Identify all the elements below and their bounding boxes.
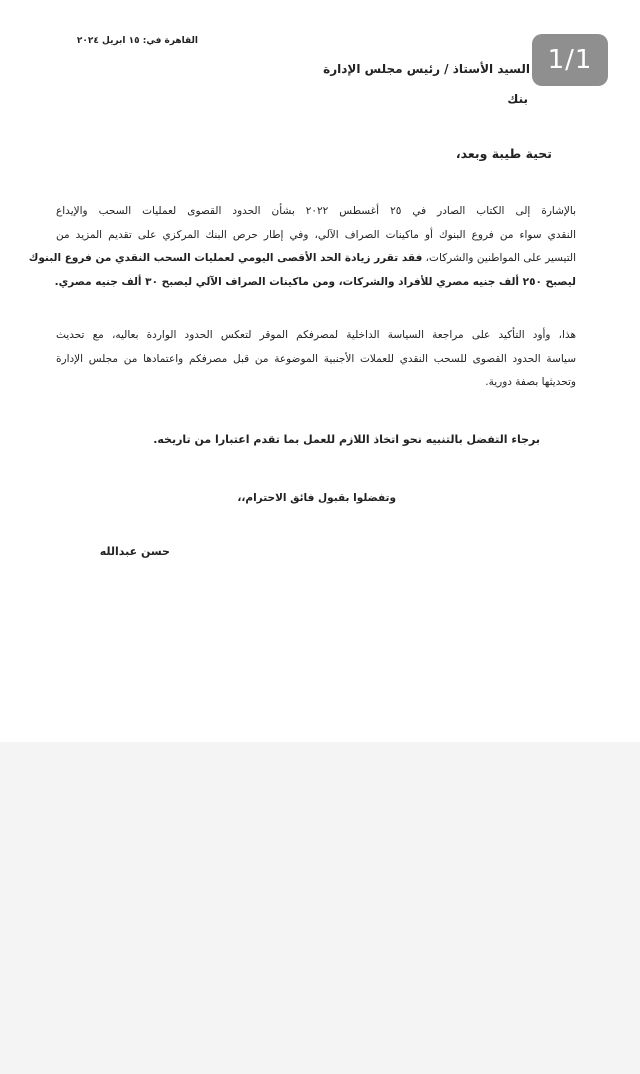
letter-date: القاهرة في: ١٥ ابريل ٢٠٢٤ [76, 36, 198, 46]
signature: حسن عبدالله [99, 545, 170, 558]
bank-name: بنك [507, 92, 528, 106]
paragraph-line: هذا، وأود التأكيد على مراجعة السياسة الداخلية لمصرفكم الموقر لتعكس الحدود الواردة بعاليه، مع تحديث [56, 329, 576, 341]
closing-line: وتفضلوا بقبول فائق الاحترام،، [237, 492, 396, 504]
request-line: برجاء التفضل بالتنبيه نحو اتخاذ اللازم للعمل بما تقدم اعتبارا من تاريخه. [153, 433, 540, 446]
greeting: تحية طيبة وبعد، [455, 146, 552, 161]
paragraph-line: وتحديثها بصفة دورية. [485, 376, 576, 388]
paragraph-line: سياسة الحدود القصوى للسحب النقدي للعملات الأجنبية الموضوعة من قبل مصرفكم واعتمادها من مجلس الإدارة [56, 352, 576, 365]
addressee: السيد الأستاذ / رئيس مجلس الإدارة [323, 62, 530, 76]
paragraph-text: التيسير على المواطنين والشركات، [422, 252, 576, 264]
paragraph-line [28, 247, 576, 271]
page-counter-badge: 1/1 [532, 34, 608, 86]
paragraph-policy [56, 324, 576, 395]
paragraph-reference [28, 200, 577, 294]
paragraph-line: بالإشارة إلى الكتاب الصادر في ٢٥ أغسطس ٢٠٢٢ بشأن الحدود القصوى لعمليات السحب والإيداع [56, 205, 577, 217]
paragraph-line: النقدي سواء من فروع البنوك أو ماكينات الصراف الآلي، وفي إطار حرص البنك المركزي على تقديم المزيد من [56, 228, 576, 241]
paragraph-bold-text: فقد تقرر زيادة الحد الأقصى اليومي لعمليات السحب النقدي من فروع البنوك [28, 252, 423, 264]
paragraph-line: ليصبح ٢٥٠ ألف جنيه مصري للأفراد والشركات، ومن ماكينات الصراف الآلي ليصبح ٣٠ ألف جنيه مصري. [54, 275, 576, 288]
